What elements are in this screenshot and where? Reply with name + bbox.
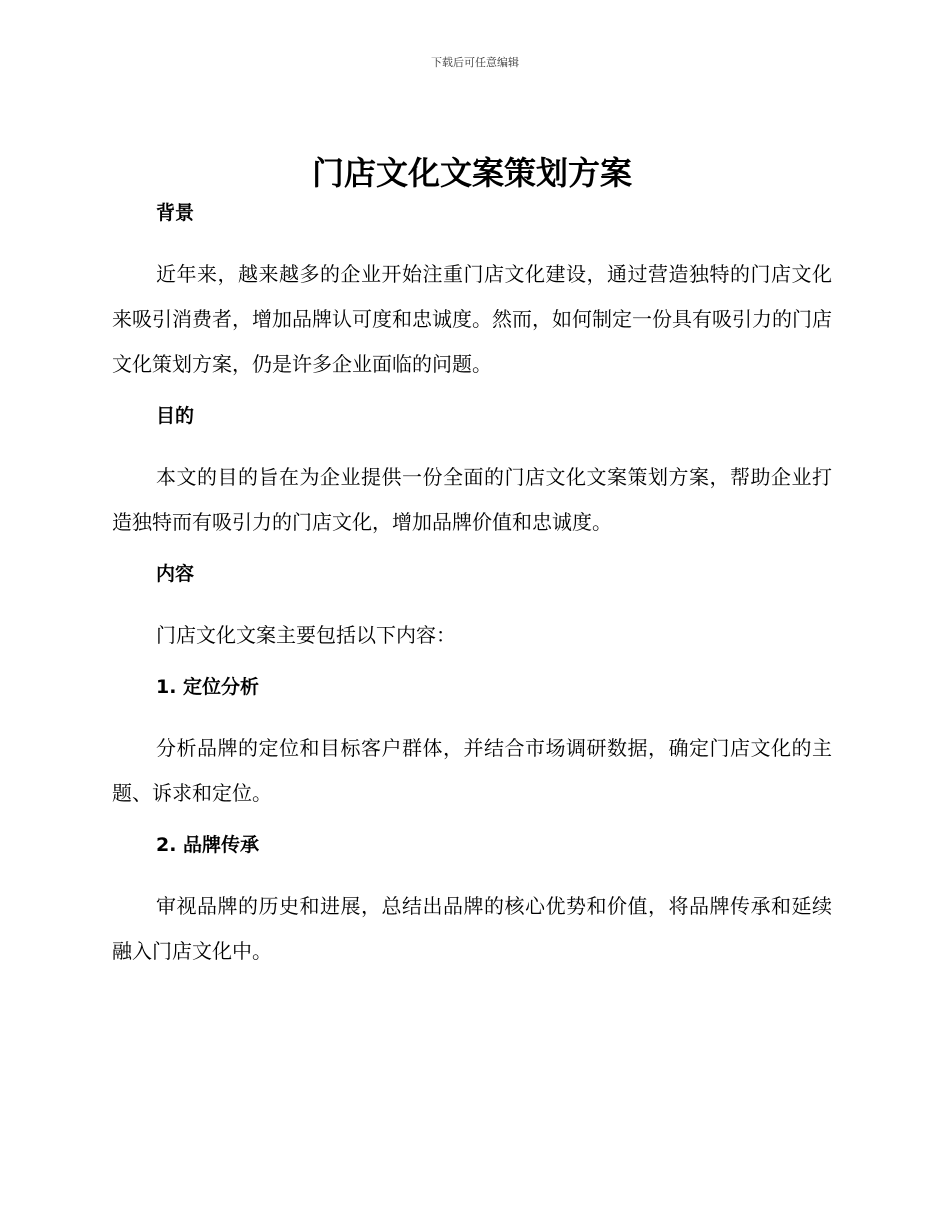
- section-heading-heritage: 2. 品牌传承: [156, 834, 260, 856]
- section-paragraph-heritage: 审视品牌的历史和进展，总结出品牌的核心优势和价值，将品牌传承和延续融入门店文化中。: [112, 894, 832, 963]
- section-paragraph-background: 近年来，越来越多的企业开始注重门店文化建设，通过营造独特的门店文化来吸引消费者，增加品牌认可度和忠诚度。然而，如何制定一份具有吸引力的门店文化策划方案，仍是许多企业面临的问题。: [112, 262, 832, 376]
- section-heading-positioning: 1. 定位分析: [156, 676, 260, 698]
- document-body: [112, 150, 832, 974]
- section-paragraph-content: 门店文化文案主要包括以下内容：: [156, 623, 456, 647]
- section-paragraph-purpose: 本文的目的旨在为企业提供一份全面的门店文化文案策划方案，帮助企业打造独特而有吸引力的门店文化，增加品牌价值和忠诚度。: [112, 465, 832, 534]
- section-heading-content: 内容: [156, 563, 195, 585]
- section-heading-purpose: 目的: [156, 405, 195, 427]
- page-header-note: 下载后可任意编辑: [431, 56, 519, 69]
- document-title: 门店文化文案策划方案: [311, 154, 632, 192]
- section-paragraph-positioning: 分析品牌的定位和目标客户群体，并结合市场调研数据，确定门店文化的主题、诉求和定位。: [112, 736, 832, 805]
- section-heading-background: 背景: [156, 202, 195, 224]
